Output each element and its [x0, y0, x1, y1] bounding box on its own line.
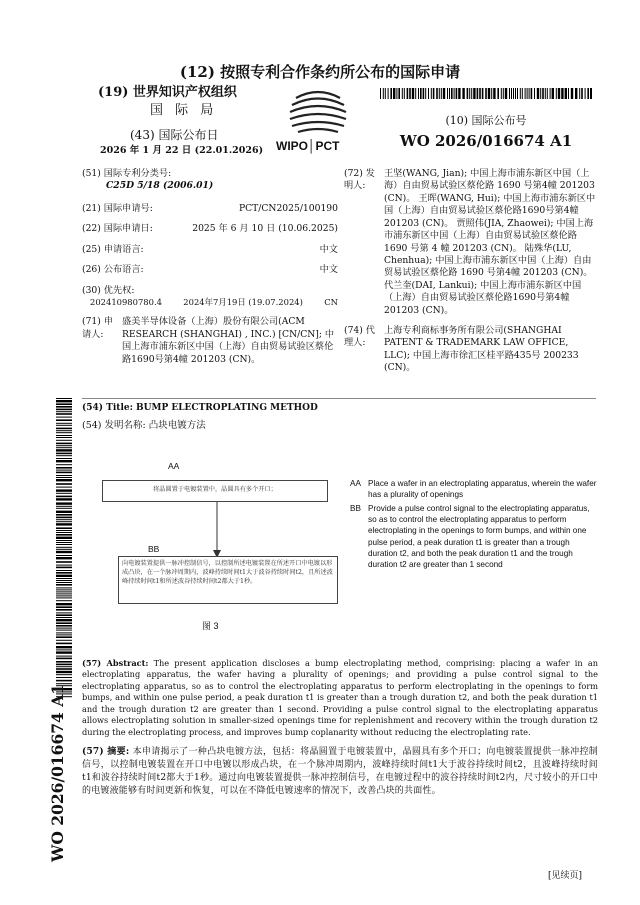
barcode-bar — [56, 567, 72, 569]
wipo-logo-text: WIPO│PCT — [276, 139, 340, 153]
figure-caption: 图 3 — [202, 621, 219, 631]
legend-key-aa: AA — [350, 479, 361, 488]
barcode-bar — [56, 643, 72, 645]
barcode-bar — [56, 622, 72, 624]
barcode-bar — [56, 591, 72, 592]
legend-item-aa — [350, 478, 598, 501]
barcode-bar — [56, 587, 72, 588]
flowchart-figure — [90, 452, 346, 642]
barcode-bar — [534, 88, 535, 99]
barcode-bar — [56, 580, 72, 581]
barcode-bar — [556, 88, 557, 99]
barcode-bar — [388, 88, 389, 99]
barcode-bar — [415, 88, 416, 99]
abstract-en-label: (57) Abstract: — [82, 658, 149, 668]
barcode-bar — [56, 664, 72, 666]
barcode-bar — [383, 88, 384, 99]
barcode-bar — [56, 651, 72, 653]
barcode-bar — [56, 668, 72, 670]
figure-legend — [350, 478, 598, 571]
barcode-bar — [56, 417, 72, 418]
title-english: (54) Title: BUMP ELECTROPLATING METHOD — [82, 403, 318, 413]
lang-pub-label: (26) 公布语言: — [82, 264, 144, 276]
side-publication-number: WO 2026/016674 A1 — [48, 683, 67, 862]
barcode-bar — [56, 630, 72, 631]
barcode-bar — [447, 88, 448, 99]
right-bibliographic-column — [344, 168, 596, 382]
barcode-bar — [497, 88, 499, 99]
barcode-bar — [477, 88, 479, 99]
app-no-label: (21) 国际申请号: — [82, 202, 153, 214]
legend-text-aa: Place a wafer in an electroplating apparatus, wherein the wafer has a plurality of openings — [368, 479, 597, 500]
lang-app-value: 中文 — [319, 243, 338, 255]
barcode-bar — [56, 636, 72, 638]
barcode-bar — [56, 506, 72, 507]
barcode-bar — [56, 464, 72, 465]
pubnum-label: (10) 国际公布号 — [445, 114, 527, 127]
barcode-bar — [409, 88, 411, 99]
barcode-bar — [56, 600, 72, 601]
abstract-english — [82, 658, 598, 738]
barcode-bar — [56, 589, 72, 590]
abstract-chinese — [82, 746, 598, 798]
barcode-bar — [56, 658, 72, 660]
barcode-bar — [56, 551, 72, 553]
priority-field — [82, 285, 338, 309]
org-bureau: 国 际 局 — [150, 102, 218, 118]
barcode-bar — [56, 447, 72, 448]
barcode-bar — [454, 88, 455, 99]
barcode-bar — [428, 88, 429, 99]
barcode-bar — [56, 470, 72, 471]
barcode-bar — [56, 578, 72, 579]
section-divider — [82, 398, 596, 399]
barcode-bar — [56, 671, 72, 673]
barcode-bar — [390, 88, 392, 99]
barcode-bar — [56, 606, 72, 608]
ipc-field — [82, 168, 338, 193]
barcode-bar — [525, 88, 526, 99]
top-barcode-icon — [380, 88, 592, 99]
barcode-bar — [380, 88, 381, 99]
legend-key-bb: BB — [350, 503, 361, 513]
barcode-bar — [56, 680, 72, 682]
priority-number: 202410980780.4 — [90, 296, 162, 307]
barcode-bar — [56, 603, 72, 605]
abstract-zh-label: (57) 摘要: — [82, 747, 130, 757]
barcode-bar — [479, 88, 481, 99]
filing-date-field — [82, 223, 338, 235]
barcode-bar — [56, 430, 72, 431]
lang-app-field — [82, 244, 338, 256]
barcode-bar — [56, 646, 72, 648]
barcode-bar — [56, 493, 72, 494]
barcode-bar — [503, 88, 504, 99]
barcode-bar — [56, 557, 72, 559]
barcode-bar — [545, 88, 546, 99]
document-title: (12) 按照专利合作条约所公布的国际申请 — [179, 63, 461, 81]
barcode-bar — [404, 88, 405, 99]
barcode-bar — [56, 674, 72, 675]
barcode-bar — [56, 425, 72, 426]
lang-app-label: (25) 申请语言: — [82, 243, 144, 255]
barcode-bar — [56, 498, 72, 500]
barcode-bar — [418, 88, 419, 99]
barcode-bar — [56, 595, 72, 596]
barcode-bar — [471, 88, 472, 99]
barcode-bar — [56, 437, 72, 438]
barcode-bar — [482, 88, 484, 99]
barcode-bar — [56, 544, 72, 545]
barcode-bar — [56, 540, 72, 541]
barcode-bar — [56, 496, 72, 498]
inventor-field — [344, 168, 596, 317]
barcode-bar — [540, 88, 541, 99]
barcode-bar — [587, 88, 589, 99]
barcode-bar — [473, 88, 475, 99]
organization-block — [98, 84, 268, 158]
barcode-bar — [590, 88, 592, 99]
barcode-bar — [550, 88, 551, 99]
barcode-bar — [451, 88, 453, 99]
abstract-zh-text: 本申请揭示了一种凸块电镀方法，包括：将晶圆置于电镀装置中，晶圆具有多个开口；向电镀装置提供一脉冲控制信号，以控制电镀装置在开口中电镀以形成凸块，在一个脉冲周期内，波峰持续时间t1大于波谷持续时间t2，且波峰持续时间t1和波谷持续时间t2都大于1秒。通过向电镀装置提供一脉冲控制信号，在电镀过程中的波谷持续时间t2内，尺寸较小的开口中的电镀液能够有时间更新和恢复，可以在不降低电镀速率的情况下，改善凸块的共面性。 — [82, 747, 598, 797]
lang-pub-field — [82, 264, 338, 276]
barcode-bar — [56, 619, 72, 621]
barcode-bar — [56, 489, 72, 491]
barcode-bar — [531, 88, 533, 99]
barcode-bar — [56, 472, 72, 474]
barcode-bar — [431, 88, 432, 99]
priority-row — [82, 297, 338, 308]
barcode-bar — [443, 88, 445, 99]
inventor-label: (72) 发明人: — [344, 168, 375, 192]
barcode-bar — [449, 88, 450, 99]
barcode-bar — [575, 88, 577, 99]
barcode-bar — [491, 88, 492, 99]
barcode-bar — [56, 582, 72, 583]
barcode-bar — [56, 467, 72, 469]
pubdate-value: 2026 年 1 月 22 日 (22.01.2026) — [100, 145, 264, 157]
agent-value: 上海专利商标事务所有限公司(SHANGHAI PATENT & TRADEMARK LAW OFFICE, LLC); 中国上海市徐汇区桂平路435号 200233 (CN)。 — [384, 325, 579, 374]
barcode-bar — [581, 88, 583, 99]
pubdate-label: (43) 国际公布日 — [130, 128, 219, 143]
agent-label: (74) 代理人: — [344, 325, 375, 349]
barcode-bar — [396, 88, 397, 99]
barcode-bar — [56, 403, 72, 405]
barcode-bar — [462, 88, 464, 99]
barcode-bar — [56, 547, 72, 548]
agent-field — [344, 325, 596, 375]
flow-arrow-icon — [212, 502, 222, 558]
flow-step-bb-box: 向电镀装置提供一脉冲控制信号，以控制所述电镀装置在所述开口中电镀以形成凸块，在一个脉冲周期内，波峰持续时间t1大于波谷持续时间t2，且所述波峰持续时间t1和所述波谷持续时间t2都大于1秒。 — [118, 556, 338, 604]
barcode-bar — [505, 88, 507, 99]
inventor-value: 王坚(WANG, Jian); 中国上海市浦东新区中国（上海）自由贸易试验区蔡伦路 1690 号第4幢 201203 (CN)。 王晖(WANG, Hui); 中国上海市浦东新区中国（上海）自由贸易试验区蔡伦路1690号第4幢 201203 (CN)。 贾照伟(JIA, Zhaowei); 中国上海市浦东新区中国（上海）自由贸易试验区蔡伦路 1690 号第 4 幢 201203 (CN)。 陆殊华(LU, Chenhua); 中国上海市浦东新区中国（上海）自由贸易试验区蔡伦路 1690 号第4幢 201203 (CN)。 代兰奎(DAI, Lankui); 中国上海市浦东新区中国（上海）自由贸易试验区蔡伦路1690号第4幢 201203 (CN)。 — [384, 168, 596, 316]
barcode-bar — [56, 609, 72, 611]
barcode-bar — [456, 88, 458, 99]
barcode-bar — [56, 428, 72, 430]
barcode-bar — [56, 625, 72, 627]
barcode-bar — [467, 88, 469, 99]
applicant-value: 盛美半导体设备（上海）股份有限公司(ACM RESEARCH (SHANGHAI) , INC.) [CN/CN]; 中国上海市浦东新区中国（上海）自由贸易试验区蔡伦路1690号第4幢 201203 (CN)。 — [122, 316, 335, 365]
legend-item-bb — [350, 503, 598, 571]
barcode-bar — [56, 617, 72, 618]
barcode-bar — [420, 88, 422, 99]
barcode-bar — [56, 649, 72, 650]
ipc-label: (51) 国际专利分类号: — [82, 168, 172, 179]
barcode-bar — [522, 88, 523, 99]
barcode-bar — [56, 458, 72, 459]
barcode-bar — [56, 483, 72, 485]
barcode-bar — [56, 677, 72, 678]
barcode-bar — [568, 88, 569, 99]
barcode-bar — [56, 584, 72, 586]
barcode-bar — [517, 88, 518, 99]
barcode-bar — [542, 88, 544, 99]
barcode-bar — [56, 575, 72, 577]
barcode-bar — [56, 400, 72, 402]
barcode-bar — [56, 508, 72, 509]
barcode-bar — [56, 479, 72, 481]
barcode-bar — [56, 565, 72, 566]
barcode-bar — [56, 449, 72, 451]
barcode-bar — [561, 88, 563, 99]
barcode-bar — [515, 88, 516, 99]
barcode-bar — [56, 406, 72, 408]
barcode-bar — [402, 88, 403, 99]
barcode-bar — [56, 537, 72, 539]
priority-country: CN — [324, 296, 338, 307]
barcode-bar — [56, 419, 72, 421]
barcode-bar — [56, 435, 72, 436]
applicant-label: (71) 申请人: — [82, 316, 113, 340]
barcode-bar — [585, 88, 586, 99]
barcode-bar — [511, 88, 512, 99]
barcode-bar — [552, 88, 554, 99]
barcode-bar — [385, 88, 386, 99]
barcode-bar — [493, 88, 495, 99]
barcode-bar — [571, 88, 573, 99]
barcode-bar — [56, 593, 72, 594]
barcode-bar — [425, 88, 426, 99]
filing-date-value: 2025 年 6 月 10 日 (10.06.2025) — [192, 223, 338, 235]
barcode-bar — [509, 88, 510, 99]
barcode-bar — [412, 88, 414, 99]
barcode-bar — [520, 88, 521, 99]
barcode-bar — [56, 572, 72, 574]
barcode-bar — [56, 502, 72, 504]
barcode-bar — [56, 532, 72, 533]
figure-label-aa: AA — [168, 461, 180, 471]
barcode-bar — [513, 88, 514, 99]
barcode-bar — [565, 88, 567, 99]
barcode-bar — [56, 475, 72, 476]
barcode-bar — [56, 523, 72, 525]
side-barcode-icon — [56, 398, 72, 698]
barcode-bar — [56, 570, 72, 571]
barcode-bar — [56, 487, 72, 488]
pubnum-value: WO 2026/016674 A1 — [399, 131, 573, 150]
barcode-bar — [433, 88, 435, 99]
barcode-bar — [56, 521, 72, 522]
barcode-bar — [56, 477, 72, 478]
app-no-field — [82, 203, 338, 215]
barcode-bar — [56, 514, 72, 516]
barcode-bar — [56, 534, 72, 536]
continued-note: [见续页] — [548, 871, 583, 881]
barcode-bar — [56, 555, 72, 556]
barcode-bar — [469, 88, 470, 99]
barcode-bar — [56, 530, 72, 531]
figure-label-bb: BB — [148, 544, 160, 554]
barcode-bar — [407, 88, 409, 99]
barcode-bar — [56, 398, 72, 399]
barcode-bar — [56, 432, 72, 433]
barcode-bar — [488, 88, 490, 99]
barcode-bar — [56, 614, 72, 616]
title-chinese: (54) 发明名称: 凸块电镀方法 — [82, 420, 206, 431]
barcode-bar — [501, 88, 502, 99]
barcode-bar — [547, 88, 548, 99]
barcode-bar — [56, 519, 72, 520]
wipo-logo-icon — [272, 88, 364, 154]
barcode-bar — [56, 640, 72, 641]
left-bibliographic-column — [82, 168, 338, 373]
filing-date-label: (22) 国际申请日: — [82, 223, 153, 235]
barcode-bar — [579, 88, 580, 99]
legend-text-bb: Provide a pulse control signal to the electroplating apparatus, so as to control the electroplating apparatus to perform electroplating in the openings to form bumps, and within one pulse period, a peak duration t1 is greater than a trough duration t2, and both the peak duration t1 and the trough duration t2 are greater than 1 second — [368, 503, 590, 570]
barcode-bar — [56, 440, 72, 441]
barcode-bar — [56, 661, 72, 663]
barcode-bar — [56, 632, 72, 633]
barcode-bar — [529, 88, 530, 99]
barcode-bar — [398, 88, 400, 99]
barcode-bar — [56, 612, 72, 613]
barcode-bar — [558, 88, 560, 99]
org-name: (19) 世界知识产权组织 — [98, 85, 237, 100]
barcode-bar — [56, 628, 72, 629]
barcode-bar — [56, 549, 72, 550]
barcode-bar — [56, 443, 72, 445]
barcode-bar — [56, 561, 72, 563]
barcode-bar — [56, 409, 72, 411]
barcode-bar — [56, 413, 72, 415]
barcode-bar — [56, 527, 72, 529]
barcode-bar — [56, 423, 72, 424]
app-no-value: PCT/CN2025/100190 — [238, 202, 338, 214]
barcode-bar — [56, 597, 72, 598]
priority-label: (30) 优先权: — [82, 284, 135, 296]
publication-number-block — [380, 114, 592, 151]
barcode-bar — [56, 460, 72, 462]
barcode-bar — [458, 88, 460, 99]
priority-date: 2024年7月19日 (19.07.2024) — [183, 296, 303, 307]
barcode-bar — [393, 88, 395, 99]
abstract-en-text: The present application discloses a bump electroplating method, comprising: placing a wafer in an electroplating apparatus, the wafer having a plurality of openings; and providing a pulse control signal to the electroplating apparatus, so as to control the electroplating apparatus to perform electroplating in the openings to form bumps, and within one pulse period, a peak duration t1 is greater than a trough duration t2, and both the peak duration t1 and the trough duration t2 are greater than 1 second. Providing a pulse control signal to the electroplating apparatus allows electroplating solution in smaller-sized openings time for replenishment and recovery within the trough duration t2 during the electroplating process, and improves bump coplanarity without reducing the electroplating rate. — [82, 658, 599, 737]
barcode-bar — [56, 634, 72, 635]
barcode-bar — [439, 88, 440, 99]
barcode-bar — [56, 656, 72, 657]
barcode-bar — [537, 88, 539, 99]
barcode-bar — [441, 88, 442, 99]
barcode-bar — [527, 88, 528, 99]
barcode-bar — [423, 88, 425, 99]
barcode-bar — [56, 453, 72, 455]
barcode-bar — [56, 445, 72, 446]
ipc-value: C25D 5/18 (2006.01) — [106, 180, 214, 192]
flow-step-aa-box: 将晶圆置于电镀装置中，晶圆具有多个开口； — [102, 480, 328, 502]
barcode-bar — [56, 455, 72, 456]
barcode-bar — [436, 88, 438, 99]
barcode-bar — [485, 88, 487, 99]
barcode-bar — [56, 511, 72, 513]
lang-pub-value: 中文 — [319, 264, 338, 276]
applicant-field — [82, 316, 338, 366]
barcode-bar — [56, 666, 72, 667]
barcode-bar — [56, 411, 72, 412]
barcode-bar — [56, 517, 72, 519]
barcode-bar — [56, 542, 72, 543]
